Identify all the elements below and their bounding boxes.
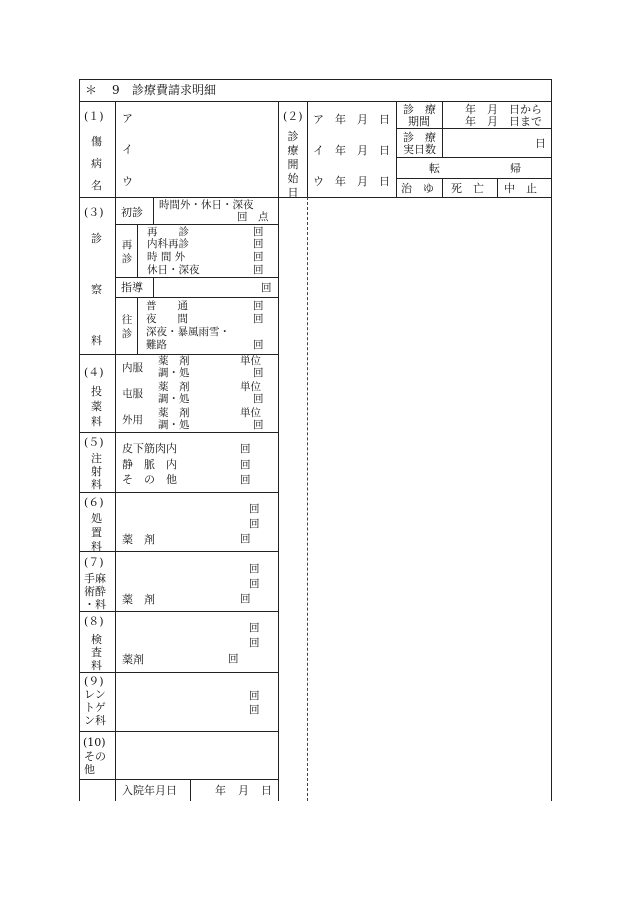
medication-dispense-unit: 回 bbox=[253, 393, 264, 405]
period-label: 診 療 bbox=[403, 103, 436, 116]
injection-item: 皮下筋肉内 bbox=[122, 442, 177, 455]
section-1-label: 傷 bbox=[91, 135, 102, 148]
injection-unit: 回 bbox=[240, 474, 251, 486]
section-4-label: 薬 bbox=[91, 400, 102, 413]
start-date-i-day: 日 bbox=[379, 144, 390, 157]
section-3-number: (３) bbox=[84, 206, 104, 219]
revisit-unit: 回 bbox=[253, 264, 264, 276]
section-3-label: 診 bbox=[91, 232, 102, 245]
section-4-label: 投 bbox=[91, 385, 102, 398]
revisit-item: 再 診 bbox=[147, 226, 189, 238]
house-call-item: 深夜・暴風雨雪・ bbox=[146, 326, 230, 338]
start-date-u-year: 年 bbox=[335, 175, 346, 188]
rule bbox=[396, 157, 552, 158]
section-4-label: 料 bbox=[91, 415, 102, 428]
header-number: 9 bbox=[112, 83, 120, 97]
header-asterisk: ＊ bbox=[85, 83, 98, 97]
start-date-u-key: ウ bbox=[313, 175, 324, 188]
disease-item-i: イ bbox=[122, 143, 133, 156]
medication-drug-unit: 単位 bbox=[240, 355, 261, 367]
section-9-label: ン科 bbox=[84, 714, 106, 727]
days-label: 実日数 bbox=[403, 143, 436, 156]
admission-month: 月 bbox=[238, 784, 249, 797]
section-2-number: (２) bbox=[283, 110, 303, 123]
start-date-u-day: 日 bbox=[379, 175, 390, 188]
rule bbox=[115, 277, 278, 278]
exam-unit: 回 bbox=[249, 622, 260, 634]
rule bbox=[79, 611, 278, 612]
rule bbox=[153, 277, 154, 297]
outcome-deceased: 死 亡 bbox=[451, 182, 484, 195]
injection-unit: 回 bbox=[240, 459, 251, 471]
house-call-group-label: 往診 bbox=[121, 314, 133, 340]
rule bbox=[137, 224, 138, 277]
medication-type: 内服 bbox=[122, 362, 143, 374]
outcome-stopped: 中 止 bbox=[504, 182, 537, 195]
outcome-return: 帰 bbox=[510, 162, 521, 175]
start-date-a-year: 年 bbox=[335, 113, 346, 126]
medication-drug-unit: 単位 bbox=[240, 407, 261, 419]
rule bbox=[79, 197, 552, 198]
days-label: 診 療 bbox=[403, 131, 436, 144]
section-6-label: 処 bbox=[91, 512, 102, 525]
medication-dispense-unit: 回 bbox=[253, 419, 264, 431]
rule bbox=[153, 197, 154, 224]
rule bbox=[396, 178, 552, 179]
section-5-label: 料 bbox=[91, 478, 102, 491]
rule bbox=[115, 101, 116, 801]
rule bbox=[551, 79, 552, 801]
xray-unit: 回 bbox=[249, 690, 260, 702]
exam-drug-unit: 回 bbox=[228, 653, 239, 665]
section-9-label: レン bbox=[84, 688, 106, 701]
house-call-unit: 回 bbox=[253, 313, 264, 325]
surgery-drug-unit: 回 bbox=[240, 593, 251, 605]
medication-dispense-unit: 回 bbox=[253, 367, 264, 379]
rule bbox=[115, 224, 278, 225]
medication-dispense: 調・処 bbox=[158, 419, 190, 431]
first-visit-unit: 回 点 bbox=[237, 211, 269, 223]
procedure-drug: 薬 剤 bbox=[122, 533, 155, 546]
rule bbox=[79, 551, 278, 552]
rule bbox=[442, 178, 443, 197]
section-7-number: (７) bbox=[84, 556, 104, 569]
rule bbox=[497, 178, 498, 197]
section-1-label: 病 bbox=[91, 157, 102, 170]
rule bbox=[79, 432, 278, 433]
section-1-label: 名 bbox=[91, 179, 102, 192]
rule bbox=[396, 128, 552, 129]
section-8-label: 査 bbox=[91, 646, 102, 659]
section-3-label: 察 bbox=[91, 283, 102, 296]
outcome-cured: 治 ゆ bbox=[401, 182, 434, 195]
section-1-number: (１) bbox=[84, 110, 104, 123]
house-call-item: 普 通 bbox=[146, 300, 188, 312]
section-4-number: (４) bbox=[84, 366, 104, 379]
exam-drug: 薬剤 bbox=[122, 653, 144, 666]
section-5-label: 射 bbox=[91, 465, 102, 478]
section-7-label: 手麻 bbox=[84, 572, 106, 585]
rule bbox=[190, 779, 191, 801]
surgery-unit: 回 bbox=[249, 578, 260, 590]
first-visit-detail: 時間外・休日・深夜 bbox=[159, 199, 254, 211]
section-10-label: 他 bbox=[84, 763, 95, 776]
injection-item: 静 脈 内 bbox=[122, 458, 177, 471]
rule bbox=[307, 101, 308, 197]
medication-drug: 薬 剤 bbox=[158, 355, 190, 367]
dashed-rule bbox=[307, 197, 308, 801]
house-call-unit: 回 bbox=[253, 339, 264, 351]
section-7-label: ・料 bbox=[84, 598, 106, 611]
revisit-item: 休日・深夜 bbox=[147, 264, 200, 276]
disease-item-a: ア bbox=[122, 112, 133, 125]
house-call-unit: 回 bbox=[253, 300, 264, 312]
revisit-group-label: 再診 bbox=[121, 239, 133, 265]
procedure-unit: 回 bbox=[249, 503, 260, 515]
surgery-unit: 回 bbox=[249, 563, 260, 575]
rule bbox=[79, 672, 278, 673]
section-10-label: その bbox=[84, 750, 106, 763]
section-8-number: (８) bbox=[84, 615, 104, 628]
revisit-item: 時 間 外 bbox=[147, 251, 186, 263]
exam-unit: 回 bbox=[249, 637, 260, 649]
procedure-drug-unit: 回 bbox=[240, 533, 251, 545]
period-label: 期間 bbox=[408, 115, 430, 128]
section-9-number: (９) bbox=[84, 675, 104, 688]
xray-unit: 回 bbox=[249, 704, 260, 716]
revisit-item: 内科再診 bbox=[147, 238, 189, 250]
section-5-label: 注 bbox=[91, 452, 102, 465]
rule bbox=[79, 101, 552, 102]
rule bbox=[442, 101, 443, 157]
medication-type: 外用 bbox=[122, 414, 143, 426]
section-6-label: 置 bbox=[91, 526, 102, 539]
section-9-label: トゲ bbox=[84, 701, 106, 714]
rule bbox=[115, 297, 278, 298]
medication-drug-unit: 単位 bbox=[240, 381, 261, 393]
days-unit: 日 bbox=[535, 137, 546, 150]
revisit-unit: 回 bbox=[253, 226, 264, 238]
medication-type: 屯服 bbox=[122, 388, 143, 400]
start-date-a-key: ア bbox=[313, 113, 324, 126]
rule bbox=[79, 779, 278, 780]
rule bbox=[79, 79, 80, 801]
section-2-label: 診療開始日 bbox=[287, 130, 299, 199]
page-title: 診療費請求明細 bbox=[132, 83, 217, 97]
rule bbox=[278, 101, 279, 801]
admission-day: 日 bbox=[261, 784, 272, 797]
section-6-label: 料 bbox=[91, 540, 102, 553]
section-3-label: 料 bbox=[91, 334, 102, 347]
first-visit-label: 初診 bbox=[121, 206, 143, 219]
admission-year: 年 bbox=[215, 784, 226, 797]
guidance-unit: 回 bbox=[261, 282, 272, 294]
start-date-u-month: 月 bbox=[357, 175, 368, 188]
rule bbox=[137, 297, 138, 354]
start-date-i-month: 月 bbox=[357, 144, 368, 157]
injection-unit: 回 bbox=[240, 443, 251, 455]
section-5-number: (５) bbox=[84, 436, 104, 449]
house-call-item: 夜 間 bbox=[146, 313, 188, 325]
disease-item-u: ウ bbox=[122, 175, 133, 188]
start-date-i-year: 年 bbox=[335, 144, 346, 157]
start-date-i-key: イ bbox=[313, 144, 324, 157]
guidance-label: 指導 bbox=[121, 281, 143, 294]
period-from: 年 月 日から bbox=[465, 103, 542, 116]
period-to: 年 月 日まで bbox=[465, 115, 542, 128]
outcome-transfer: 転 bbox=[429, 162, 440, 175]
revisit-unit: 回 bbox=[253, 251, 264, 263]
surgery-drug: 薬 剤 bbox=[122, 593, 155, 606]
rule bbox=[79, 492, 278, 493]
injection-item: そ の 他 bbox=[122, 473, 177, 486]
admission-date-label: 入院年月日 bbox=[122, 784, 177, 797]
house-call-item: 難路 bbox=[146, 339, 167, 351]
medication-drug: 薬 剤 bbox=[158, 381, 190, 393]
medication-dispense: 調・処 bbox=[158, 367, 190, 379]
medication-dispense: 調・処 bbox=[158, 393, 190, 405]
section-6-number: (６) bbox=[84, 496, 104, 509]
section-10-number: (10) bbox=[83, 736, 106, 749]
section-8-label: 料 bbox=[91, 659, 102, 672]
rule bbox=[396, 101, 397, 197]
section-7-label: 術酔 bbox=[84, 585, 106, 598]
procedure-unit: 回 bbox=[249, 518, 260, 530]
rule bbox=[79, 79, 552, 80]
start-date-a-day: 日 bbox=[379, 113, 390, 126]
start-date-a-month: 月 bbox=[357, 113, 368, 126]
medication-drug: 薬 剤 bbox=[158, 407, 190, 419]
section-8-label: 検 bbox=[91, 633, 102, 646]
revisit-unit: 回 bbox=[253, 238, 264, 250]
rule bbox=[79, 731, 278, 732]
